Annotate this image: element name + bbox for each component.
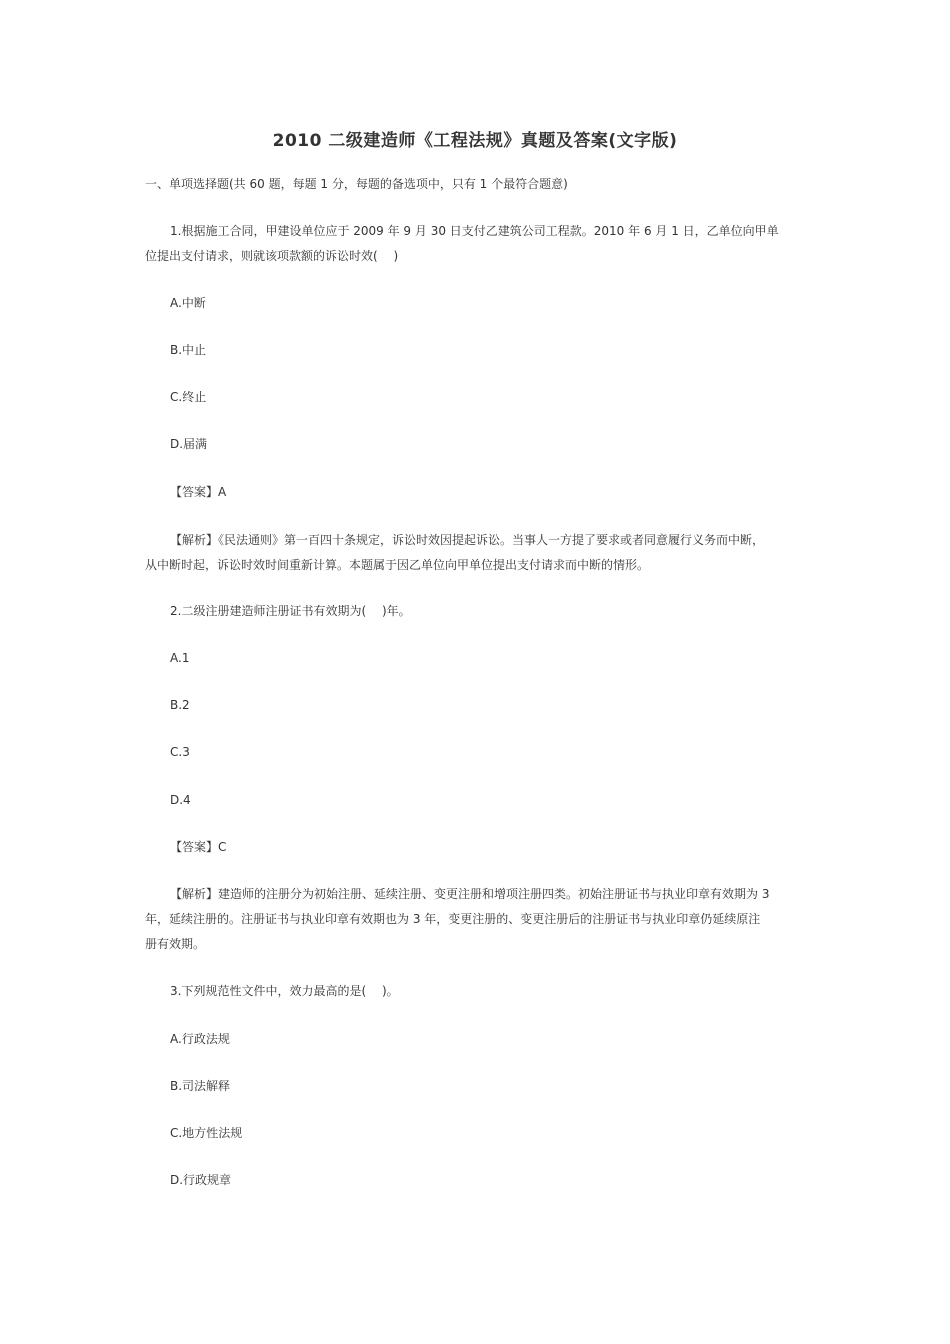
question-3-option-d: D.行政规章: [170, 1173, 232, 1187]
question-3-option-a: A.行政法规: [170, 1032, 230, 1046]
question-1-option-a: A.中断: [170, 296, 206, 310]
question-2-option-b: B.2: [170, 698, 190, 712]
question-3-option-b: B.司法解释: [170, 1079, 231, 1093]
question-2-option-d: D.4: [170, 793, 191, 807]
question-1-answer: 【答案】A: [170, 485, 227, 499]
question-2-analysis-line1: 【解析】建造师的注册分为初始注册、延续注册、变更注册和增项注册四类。初始注册证书与执业印章有效期为 3: [170, 887, 770, 901]
question-1-option-c: C.终止: [170, 390, 207, 404]
question-1-analysis-line1: 【解析】《民法通则》第一百四十条规定，诉讼时效因提起诉讼。当事人一方提了要求或者同意履行义务而中断，: [170, 533, 765, 547]
question-2-analysis-line3: 册有效期。: [145, 937, 206, 951]
document-title: 2010 二级建造师《工程法规》真题及答案(文字版): [272, 131, 678, 151]
question-1-stem-line1: 1.根据施工合同，甲建设单位应于 2009 年 9 月 30 日支付乙建筑公司工程款。2010 年 6 月 1 日，乙单位向甲单: [170, 224, 779, 238]
question-3-stem: 3.下列规范性文件中，效力最高的是( )。: [170, 984, 399, 998]
question-1-option-d: D.届满: [170, 437, 208, 451]
section-heading: 一、单项选择题(共 60 题，每题 1 分，每题的备选项中，只有 1 个最符合题意): [145, 177, 568, 191]
question-2-answer: 【答案】C: [170, 840, 227, 854]
question-1-stem-line2: 位提出支付请求，则就该项款额的诉讼时效( ): [145, 249, 399, 263]
question-2-analysis-line2: 年，延续注册的。注册证书与执业印章有效期也为 3 年，变更注册的、变更注册后的注册证书与执业印章仍延续原注: [145, 912, 761, 926]
question-1-analysis-line2: 从中断时起，诉讼时效时间重新计算。本题属于因乙单位向甲单位提出支付请求而中断的情形。: [145, 558, 650, 572]
question-2-option-a: A.1: [170, 651, 190, 665]
question-2-stem: 2.二级注册建造师注册证书有效期为( )年。: [170, 604, 411, 618]
question-1-option-b: B.中止: [170, 343, 207, 357]
question-3-option-c: C.地方性法规: [170, 1126, 243, 1140]
question-2-option-c: C.3: [170, 745, 190, 759]
